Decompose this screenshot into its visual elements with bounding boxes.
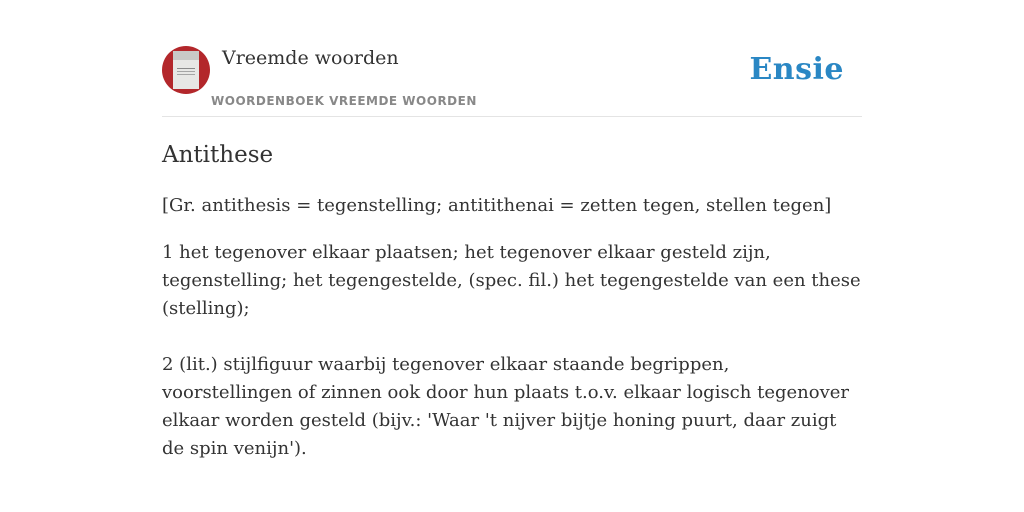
entry-title: Antithese	[162, 142, 274, 168]
definition-2: 2 (lit.) stijlfiguur waarbij tegenover elkaar staande begrippen, voorstellingen of zinnen ook door hun plaats t.o.v. elkaar logisch tegenover elkaar worden gesteld (bijv.: 'Waar 't nijver bijtje honing puurt, daar zuigt de spin venijn').	[162, 354, 849, 459]
definition-1: 1 het tegenover elkaar plaatsen; het tegenover elkaar gesteld zijn, tegenstelling; het tegengestelde, (spec. fil.) het tegengestelde van een these (stelling);	[162, 242, 861, 319]
entry-etymology: [Gr. antithesis = tegenstelling; antitithenai = zetten tegen, stellen tegen]	[162, 195, 832, 216]
site-subtitle: WOORDENBOEK VREEMDE WOORDEN	[211, 94, 477, 108]
book-cover-icon[interactable]	[162, 46, 210, 94]
ensie-logo-link[interactable]: Ensie	[749, 52, 844, 87]
site-header	[162, 40, 862, 117]
site-name-link[interactable]: Vreemde woorden	[222, 47, 399, 69]
entry-definitions	[162, 239, 862, 491]
